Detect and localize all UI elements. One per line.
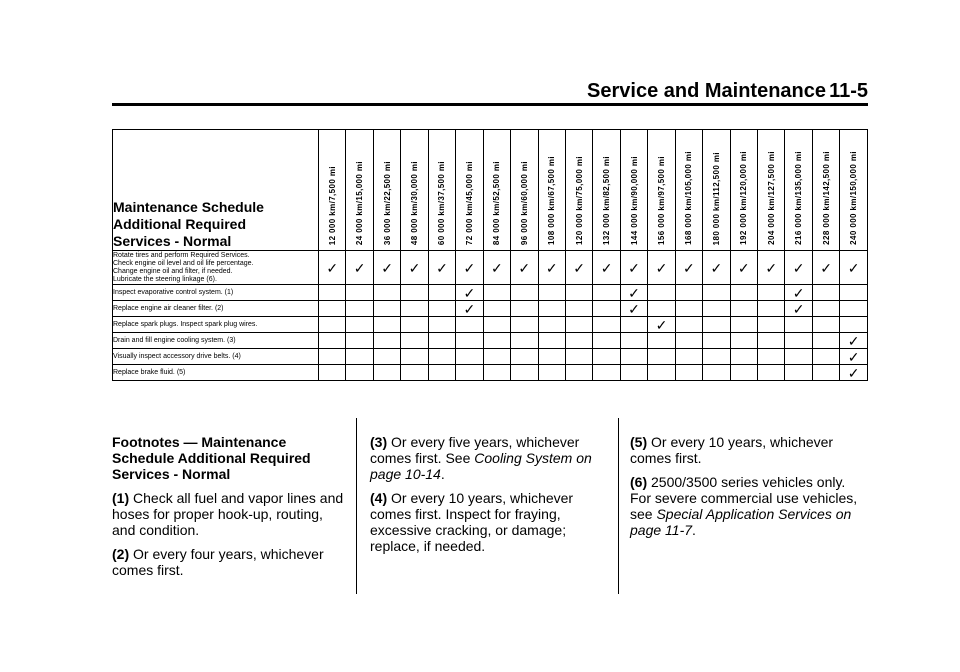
- empty-cell: [785, 349, 812, 365]
- check-mark-cell: [840, 251, 868, 285]
- empty-cell: [565, 317, 592, 333]
- cross-reference-link[interactable]: Cooling System on page 10-14: [370, 450, 592, 482]
- check-mark-cell: [620, 251, 647, 285]
- empty-cell: [483, 365, 510, 381]
- check-mark-cell: [840, 333, 868, 349]
- cross-reference-link[interactable]: Special Application Services on page 11-7: [630, 506, 852, 538]
- check-mark-cell: [785, 251, 812, 285]
- empty-cell: [319, 365, 346, 381]
- empty-cell: [812, 333, 839, 349]
- check-mark-cell: [428, 251, 455, 285]
- check-mark-cell: [758, 251, 785, 285]
- empty-cell: [620, 349, 647, 365]
- interval-label: 108 000 km/67,500 mi: [547, 156, 557, 245]
- check-mark-icon: ✓: [436, 259, 448, 276]
- table-header-row: [113, 130, 868, 251]
- interval-label: 132 000 km/82,500 mi: [602, 156, 612, 245]
- check-mark-cell: [785, 285, 812, 301]
- footnote-text: Or every four years, whichever comes first.: [112, 546, 324, 578]
- interval-label: 204 000 km/127,500 mi: [766, 151, 776, 245]
- check-mark-icon: ✓: [847, 364, 860, 381]
- empty-cell: [730, 349, 757, 365]
- check-mark-icon: ✓: [490, 259, 503, 276]
- empty-cell: [401, 333, 428, 349]
- service-task-line: Drain and fill engine cooling system. (3): [113, 336, 236, 344]
- empty-cell: [812, 285, 839, 301]
- page-section-title: Service and Maintenance: [587, 80, 826, 102]
- footnotes-column-2: [370, 434, 606, 562]
- empty-cell: [593, 365, 620, 381]
- empty-cell: [703, 349, 730, 365]
- empty-cell: [565, 285, 592, 301]
- footnote: [370, 434, 606, 482]
- interval-column-header: [483, 130, 510, 251]
- footnote-text-end: .: [692, 522, 696, 538]
- empty-cell: [785, 333, 812, 349]
- check-mark-icon: ✓: [381, 259, 393, 276]
- service-task-line: Rotate tires and perform Required Services.: [113, 251, 250, 259]
- check-mark-icon: ✓: [847, 259, 860, 276]
- empty-cell: [648, 333, 675, 349]
- interval-column-header: [538, 130, 565, 251]
- check-mark-cell: [620, 285, 647, 301]
- interval-column-header: [840, 130, 868, 251]
- empty-cell: [483, 301, 510, 317]
- interval-column-header: [785, 130, 812, 251]
- empty-cell: [648, 365, 675, 381]
- check-mark-icon: ✓: [628, 300, 640, 317]
- interval-column-header: [428, 130, 455, 251]
- interval-label: 180 000 km/112,500 mi: [711, 151, 721, 245]
- service-task-line: Lubricate the steering linkage (6).: [113, 275, 217, 283]
- check-mark-icon: ✓: [820, 259, 832, 276]
- service-task: [113, 317, 319, 333]
- table-title-line: Maintenance Schedule: [113, 199, 264, 215]
- footnote-text: Or every 10 years, whichever comes first.: [630, 434, 834, 466]
- check-mark-icon: ✓: [628, 284, 640, 301]
- interval-label: 192 000 km/120,000 mi: [739, 151, 749, 245]
- empty-cell: [730, 333, 757, 349]
- check-mark-cell: [703, 251, 730, 285]
- check-mark-icon: ✓: [326, 259, 339, 276]
- empty-cell: [812, 349, 839, 365]
- footnotes-heading-line: Services - Normal: [112, 466, 231, 482]
- footnote-number: (1): [112, 490, 130, 506]
- interval-column-header: [346, 130, 373, 251]
- empty-cell: [511, 349, 538, 365]
- check-mark-cell: [730, 251, 757, 285]
- empty-cell: [620, 317, 647, 333]
- empty-cell: [511, 317, 538, 333]
- empty-cell: [593, 317, 620, 333]
- check-mark-icon: ✓: [847, 332, 860, 349]
- interval-column-header: [730, 130, 757, 251]
- check-mark-icon: ✓: [792, 259, 805, 276]
- empty-cell: [758, 333, 785, 349]
- check-mark-cell: [456, 251, 483, 285]
- empty-cell: [346, 301, 373, 317]
- empty-cell: [730, 301, 757, 317]
- empty-cell: [620, 365, 647, 381]
- footnote-text: Or every five years, whichever comes first. See: [370, 434, 580, 466]
- footnotes-column-3: [630, 434, 866, 546]
- footnote: [630, 474, 866, 538]
- empty-cell: [758, 285, 785, 301]
- check-mark-icon: ✓: [710, 259, 723, 276]
- empty-cell: [758, 301, 785, 317]
- empty-cell: [346, 349, 373, 365]
- empty-cell: [593, 301, 620, 317]
- service-task-line: Visually inspect accessory drive belts. (4): [113, 352, 241, 360]
- check-mark-icon: ✓: [463, 300, 476, 317]
- table-body: [113, 251, 868, 381]
- check-mark-cell: [812, 251, 839, 285]
- empty-cell: [483, 333, 510, 349]
- empty-cell: [840, 317, 868, 333]
- empty-cell: [346, 333, 373, 349]
- empty-cell: [428, 317, 455, 333]
- empty-cell: [373, 317, 400, 333]
- interval-column-header: [456, 130, 483, 251]
- empty-cell: [319, 285, 346, 301]
- empty-cell: [428, 301, 455, 317]
- empty-cell: [428, 285, 455, 301]
- empty-cell: [675, 285, 702, 301]
- footnote: [370, 490, 606, 554]
- check-mark-cell: [483, 251, 510, 285]
- interval-label: 72 000 km/45,000 mi: [464, 160, 474, 245]
- check-mark-icon: ✓: [545, 259, 558, 276]
- empty-cell: [346, 317, 373, 333]
- empty-cell: [758, 349, 785, 365]
- empty-cell: [840, 301, 868, 317]
- check-mark-icon: ✓: [683, 259, 695, 276]
- footnotes-list: [370, 434, 606, 554]
- empty-cell: [373, 365, 400, 381]
- empty-cell: [648, 349, 675, 365]
- table-row: [113, 333, 868, 349]
- empty-cell: [730, 285, 757, 301]
- footnote: [112, 546, 348, 578]
- service-task: [113, 349, 319, 365]
- empty-cell: [565, 365, 592, 381]
- maintenance-schedule-table: [112, 129, 868, 381]
- empty-cell: [511, 285, 538, 301]
- empty-cell: [648, 285, 675, 301]
- empty-cell: [401, 349, 428, 365]
- empty-cell: [593, 349, 620, 365]
- check-mark-cell: [620, 301, 647, 317]
- footnotes-heading: [112, 434, 348, 482]
- check-mark-icon: ✓: [353, 259, 366, 276]
- interval-column-header: [565, 130, 592, 251]
- empty-cell: [483, 285, 510, 301]
- empty-cell: [401, 317, 428, 333]
- check-mark-icon: ✓: [655, 316, 668, 333]
- check-mark-cell: [456, 301, 483, 317]
- footnote-number: (6): [630, 474, 648, 490]
- empty-cell: [428, 333, 455, 349]
- service-task: [113, 251, 319, 285]
- empty-cell: [456, 317, 483, 333]
- empty-cell: [758, 317, 785, 333]
- interval-label: 12 000 km/7,500 mi: [327, 165, 337, 245]
- empty-cell: [373, 333, 400, 349]
- interval-label: 24 000 km/15,000 mi: [355, 160, 365, 245]
- empty-cell: [373, 301, 400, 317]
- empty-cell: [758, 365, 785, 381]
- check-mark-cell: [511, 251, 538, 285]
- interval-label: 120 000 km/75,000 mi: [574, 156, 584, 245]
- interval-label: 48 000 km/30,000 mi: [410, 160, 420, 245]
- empty-cell: [373, 349, 400, 365]
- column-divider: [356, 418, 357, 594]
- empty-cell: [319, 301, 346, 317]
- footnotes-list: [630, 434, 866, 538]
- empty-cell: [565, 301, 592, 317]
- empty-cell: [675, 365, 702, 381]
- interval-column-header: [758, 130, 785, 251]
- empty-cell: [812, 301, 839, 317]
- empty-cell: [511, 301, 538, 317]
- interval-column-header: [401, 130, 428, 251]
- check-mark-icon: ✓: [408, 259, 421, 276]
- empty-cell: [675, 301, 702, 317]
- check-mark-icon: ✓: [518, 259, 531, 276]
- interval-label: 156 000 km/97,500 mi: [656, 156, 666, 245]
- empty-cell: [538, 301, 565, 317]
- service-task-line: Replace engine air cleaner filter. (2): [113, 304, 224, 312]
- service-task: [113, 365, 319, 381]
- check-mark-icon: ✓: [573, 259, 586, 276]
- footnote: [112, 490, 348, 538]
- service-task-line: Inspect evaporative control system. (1): [113, 288, 234, 296]
- empty-cell: [703, 333, 730, 349]
- empty-cell: [401, 365, 428, 381]
- footnotes-heading-line: Schedule Additional Required: [112, 450, 311, 466]
- empty-cell: [812, 317, 839, 333]
- table-row: [113, 365, 868, 381]
- empty-cell: [565, 333, 592, 349]
- interval-label: 96 000 km/60,000 mi: [519, 160, 529, 245]
- empty-cell: [703, 317, 730, 333]
- empty-cell: [730, 365, 757, 381]
- service-task-line: Replace brake fluid. (5): [113, 368, 186, 376]
- footnote: [630, 434, 866, 466]
- empty-cell: [401, 285, 428, 301]
- empty-cell: [456, 365, 483, 381]
- check-mark-icon: ✓: [737, 259, 750, 276]
- check-mark-cell: [648, 317, 675, 333]
- interval-column-header: [812, 130, 839, 251]
- service-task: [113, 301, 319, 317]
- header-rule: [112, 103, 868, 106]
- footnote-text-end: .: [440, 466, 445, 482]
- check-mark-icon: ✓: [792, 300, 805, 317]
- footnotes-heading-line: Footnotes — Maintenance: [112, 434, 287, 450]
- empty-cell: [593, 333, 620, 349]
- check-mark-cell: [593, 251, 620, 285]
- page-number: 11-5: [829, 80, 868, 102]
- interval-label: 216 000 km/135,000 mi: [794, 151, 804, 245]
- empty-cell: [675, 349, 702, 365]
- interval-label: 36 000 km/22,500 mi: [382, 160, 392, 245]
- empty-cell: [319, 317, 346, 333]
- check-mark-icon: ✓: [655, 259, 668, 276]
- footnote-number: (5): [630, 434, 648, 450]
- interval-column-header: [319, 130, 346, 251]
- empty-cell: [675, 317, 702, 333]
- empty-cell: [812, 365, 839, 381]
- table-title: [113, 130, 319, 251]
- table-row: [113, 349, 868, 365]
- empty-cell: [319, 349, 346, 365]
- empty-cell: [456, 349, 483, 365]
- empty-cell: [483, 349, 510, 365]
- empty-cell: [346, 285, 373, 301]
- service-task: [113, 285, 319, 301]
- empty-cell: [648, 301, 675, 317]
- interval-label: 144 000 km/90,000 mi: [629, 156, 639, 245]
- empty-cell: [538, 333, 565, 349]
- check-mark-icon: ✓: [765, 259, 778, 276]
- interval-column-header: [511, 130, 538, 251]
- empty-cell: [538, 285, 565, 301]
- empty-cell: [456, 333, 483, 349]
- service-task-line: Replace spark plugs. Inspect spark plug wires.: [113, 320, 258, 328]
- table-row: [113, 317, 868, 333]
- check-mark-cell: [785, 301, 812, 317]
- empty-cell: [401, 301, 428, 317]
- check-mark-cell: [346, 251, 373, 285]
- interval-column-header: [373, 130, 400, 251]
- footnote-number: (2): [112, 546, 130, 562]
- check-mark-icon: ✓: [463, 259, 476, 276]
- footnotes-list: [112, 490, 348, 578]
- footnote-number: (4): [370, 490, 388, 506]
- service-task-line: Check engine oil level and oil life percentage.: [113, 259, 254, 267]
- empty-cell: [428, 349, 455, 365]
- interval-column-header: [648, 130, 675, 251]
- empty-cell: [593, 285, 620, 301]
- check-mark-cell: [840, 365, 868, 381]
- check-mark-cell: [319, 251, 346, 285]
- empty-cell: [483, 317, 510, 333]
- table-title-line: Services - Normal: [113, 233, 232, 249]
- footnote-text: Check all fuel and vapor lines and hoses for proper hook-up, routing, and condition.: [112, 490, 344, 538]
- interval-label: 168 000 km/105,000 mi: [684, 151, 694, 245]
- empty-cell: [703, 365, 730, 381]
- interval-column-header: [675, 130, 702, 251]
- check-mark-cell: [538, 251, 565, 285]
- table-title-line: Additional Required: [113, 216, 246, 232]
- empty-cell: [428, 365, 455, 381]
- interval-label: 60 000 km/37,500 mi: [437, 160, 447, 245]
- empty-cell: [538, 349, 565, 365]
- interval-label: 240 000 km/150,000 mi: [849, 151, 859, 245]
- check-mark-icon: ✓: [463, 284, 476, 301]
- empty-cell: [538, 365, 565, 381]
- empty-cell: [620, 333, 647, 349]
- empty-cell: [319, 333, 346, 349]
- check-mark-icon: ✓: [600, 259, 613, 276]
- check-mark-cell: [675, 251, 702, 285]
- empty-cell: [840, 285, 868, 301]
- empty-cell: [511, 333, 538, 349]
- interval-column-header: [593, 130, 620, 251]
- interval-column-header: [703, 130, 730, 251]
- table-row: [113, 285, 868, 301]
- footnote-text: 2500/3500 series vehicles only. For severe commercial use vehicles, see: [630, 474, 858, 522]
- check-mark-cell: [648, 251, 675, 285]
- footnote-number: (3): [370, 434, 388, 450]
- empty-cell: [703, 285, 730, 301]
- service-task-line: Change engine oil and filter, if needed.: [113, 267, 233, 275]
- check-mark-cell: [401, 251, 428, 285]
- table-row: [113, 251, 868, 285]
- empty-cell: [511, 365, 538, 381]
- interval-label: 228 000 km/142,500 mi: [821, 151, 831, 245]
- check-mark-cell: [373, 251, 400, 285]
- empty-cell: [703, 301, 730, 317]
- interval-column-header: [620, 130, 647, 251]
- empty-cell: [346, 365, 373, 381]
- empty-cell: [730, 317, 757, 333]
- empty-cell: [538, 317, 565, 333]
- check-mark-cell: [840, 349, 868, 365]
- check-mark-icon: ✓: [847, 348, 860, 365]
- check-mark-cell: [565, 251, 592, 285]
- check-mark-cell: [456, 285, 483, 301]
- service-task: [113, 333, 319, 349]
- footnote-text: Or every 10 years, whichever comes first. Inspect for fraying, excessive cracking, or damage; replace, if needed.: [370, 490, 574, 554]
- empty-cell: [785, 365, 812, 381]
- footnotes-column-1: [112, 434, 348, 586]
- table-row: [113, 301, 868, 317]
- column-divider: [618, 418, 619, 594]
- check-mark-icon: ✓: [628, 259, 640, 276]
- empty-cell: [785, 317, 812, 333]
- check-mark-icon: ✓: [792, 284, 805, 301]
- interval-label: 84 000 km/52,500 mi: [492, 160, 502, 245]
- empty-cell: [565, 349, 592, 365]
- empty-cell: [675, 333, 702, 349]
- empty-cell: [373, 285, 400, 301]
